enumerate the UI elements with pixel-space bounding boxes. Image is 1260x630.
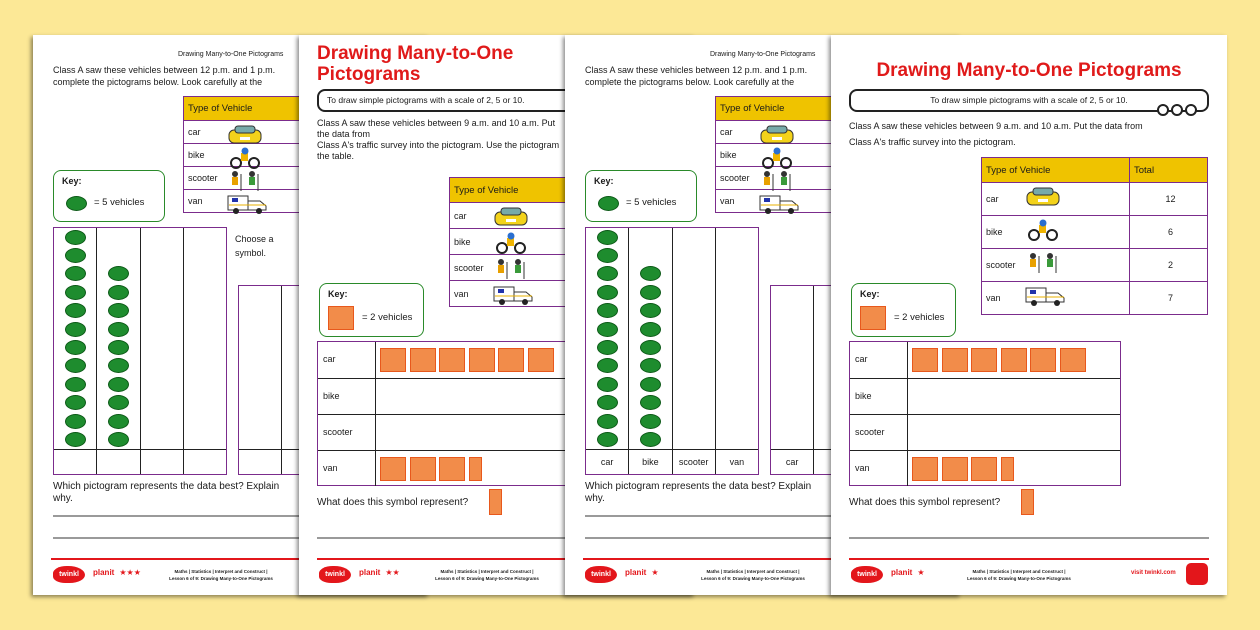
row-label: car: [318, 342, 376, 378]
total-cell: 6: [1130, 216, 1208, 249]
key-value: = 5 vehicles: [626, 197, 677, 208]
pictogram-column: [771, 286, 814, 474]
circle-symbol: [640, 322, 661, 337]
column-label: [239, 449, 281, 474]
twinkl-logo[interactable]: twinkl: [585, 566, 617, 583]
circle-symbol: [640, 266, 661, 281]
header-type-of-vehicle: Type of Vehicle: [450, 178, 598, 203]
pictogram-row: [318, 342, 588, 378]
column-label: [141, 449, 183, 474]
question-text: What does this symbol represent?: [317, 497, 469, 508]
circle-symbol: [640, 340, 661, 355]
circle-symbol: [597, 322, 618, 337]
circle-symbol: [65, 358, 86, 373]
scooter-icon: [1024, 252, 1062, 276]
pictogram-column: [716, 228, 758, 474]
header-total: Total: [1130, 158, 1208, 183]
page-header-title: Drawing Many-to-One Pictograms: [178, 51, 284, 58]
row-label: scooter: [850, 415, 908, 450]
circle-symbol: [65, 322, 86, 337]
pictogram-row: [850, 378, 1120, 414]
circle-symbol: [108, 322, 129, 337]
car-icon: [492, 206, 530, 230]
vehicle-label: van: [986, 293, 1001, 303]
square-symbol: [498, 348, 524, 372]
key-square-symbol: [328, 306, 354, 330]
circle-symbol: [597, 358, 618, 373]
table-row: [982, 216, 1208, 249]
key-box: [585, 170, 697, 222]
key-square-symbol: [860, 306, 886, 330]
circle-symbol: [640, 358, 661, 373]
intro-line: the table.: [317, 151, 355, 161]
bike-icon: [1024, 219, 1062, 243]
footer-lesson-info: [949, 568, 1089, 582]
choose-line: symbol.: [235, 248, 267, 258]
circle-symbol: [640, 395, 661, 410]
square-symbol: [469, 348, 495, 372]
vehicle-label: car: [188, 127, 201, 137]
circle-symbol: [597, 230, 618, 245]
objective-circle-icon: [1157, 104, 1169, 116]
total-cell: 7: [1130, 282, 1208, 315]
intro-line: complete the pictograms below. Look carefully at the: [53, 77, 263, 87]
square-symbol: [380, 457, 406, 481]
pictogram-row: [850, 414, 1120, 450]
intro-line: Class A's traffic survey into the pictogram. Use the pictogram: [317, 140, 560, 150]
pictogram-row: [318, 450, 588, 486]
square-symbol: [912, 348, 938, 372]
intro-text: [585, 64, 829, 88]
key-circle-symbol: [598, 196, 619, 211]
circle-symbol: [640, 303, 661, 318]
page-header-title: Drawing Many-to-One Pictograms: [710, 51, 816, 58]
circle-symbol: [108, 377, 129, 392]
key-box: [851, 283, 956, 337]
planit-label: [891, 568, 925, 577]
objective-circle-icon: [1171, 104, 1183, 116]
circle-symbol: [65, 266, 86, 281]
square-symbol: [1001, 348, 1027, 372]
circle-symbol: [597, 414, 618, 429]
column-label: car: [586, 449, 628, 474]
worksheet-page[interactable]: [831, 35, 1227, 595]
pictogram-column: [97, 228, 140, 474]
key-circle-symbol: [66, 196, 87, 211]
pictogram-column: [184, 228, 226, 474]
circle-symbol: [108, 340, 129, 355]
vehicle-cell: [982, 282, 1130, 315]
square-symbol: [912, 457, 938, 481]
circle-symbol: [108, 266, 129, 281]
square-symbol: [410, 348, 436, 372]
intro-line: Class A saw these vehicles between 12 p.m. and 1 p.m.: [585, 65, 808, 75]
difficulty-stars: ★★: [385, 568, 400, 577]
vehicle-label: van: [454, 288, 469, 299]
circle-symbol: [597, 303, 618, 318]
van-icon: [1024, 285, 1068, 309]
vehicle-label: car: [454, 210, 467, 221]
vehicle-label: scooter: [986, 260, 1016, 270]
circle-symbol: [65, 377, 86, 392]
column-label: [97, 449, 139, 474]
row-label: van: [850, 451, 908, 486]
choose-symbol-note: [235, 232, 274, 260]
pictogram-column: [141, 228, 184, 474]
planit-label: [93, 568, 141, 577]
key-label: Key:: [860, 289, 880, 299]
circle-symbol: [65, 303, 86, 318]
scooter-icon: [492, 258, 530, 282]
table-row: [982, 249, 1208, 282]
total-cell: 2: [1130, 249, 1208, 282]
intro-text: [53, 64, 297, 88]
planit-label: [359, 568, 400, 577]
footer-line-2: Lesson 6 of 9: Drawing Many-to-One Pictograms: [169, 576, 273, 581]
square-symbol: [942, 457, 968, 481]
difficulty-stars: ★★★: [119, 568, 141, 577]
key-label: Key:: [328, 289, 348, 299]
circle-symbol: [597, 248, 618, 263]
circle-symbol: [65, 248, 86, 263]
pictogram-row: [850, 450, 1120, 486]
table-header-row: [982, 158, 1208, 183]
header-type-of-vehicle: Type of Vehicle: [716, 97, 864, 121]
column-label: car: [771, 449, 813, 474]
row-label: van: [318, 451, 376, 486]
twinkl-logo[interactable]: twinkl: [319, 566, 351, 583]
footer-line-2: Lesson 6 of 9: Drawing Many-to-One Pictograms: [701, 576, 805, 581]
circle-symbol: [108, 285, 129, 300]
pictogram-column: [586, 228, 629, 474]
pictogram-column: [629, 228, 672, 474]
vehicle-table: [981, 157, 1208, 315]
planit-text: planit: [891, 568, 913, 577]
difficulty-stars: ★: [917, 568, 925, 577]
circle-symbol: [640, 414, 661, 429]
page-title: Drawing Many-to-One Pictograms: [876, 60, 1182, 81]
header-type-of-vehicle: Type of Vehicle: [982, 158, 1130, 183]
intro-line: Class A saw these vehicles between 12 p.m. and 1 p.m.: [53, 65, 276, 75]
vehicle-cell: [982, 183, 1130, 216]
twinkl-logo[interactable]: twinkl: [851, 566, 883, 583]
intro-line: complete the pictograms below. Look carefully at the: [585, 77, 795, 87]
table-row: [982, 183, 1208, 216]
vehicle-label: scooter: [188, 173, 218, 183]
column-label: bike: [629, 449, 671, 474]
circle-symbol: [65, 414, 86, 429]
circle-symbol: [108, 395, 129, 410]
objective-circle-icon: [1185, 104, 1197, 116]
circle-symbol: [597, 377, 618, 392]
footer-line-1: Maths | Statistics | Interpret and Construct |: [706, 569, 800, 574]
key-box: [53, 170, 165, 222]
vehicle-label: van: [720, 196, 735, 206]
square-symbol: [971, 457, 997, 481]
half-square-symbol: [469, 457, 482, 481]
footer-divider: [849, 558, 1209, 560]
row-label: bike: [318, 379, 376, 414]
circle-symbol: [65, 432, 86, 447]
pictogram-row: [850, 342, 1120, 378]
vehicle-cell: [982, 249, 1130, 282]
pictogram-column: [239, 286, 282, 474]
circle-symbol: [108, 358, 129, 373]
key-value: = 5 vehicles: [94, 197, 145, 208]
pictogram-row: [318, 414, 588, 450]
table-row: [982, 282, 1208, 315]
key-box: [319, 283, 424, 337]
objective-text: To draw simple pictograms with a scale of 2, 5 or 10.: [327, 95, 525, 105]
pictogram-column: [54, 228, 97, 474]
header-type-of-vehicle: Type of Vehicle: [184, 97, 332, 121]
objective-box: [849, 89, 1209, 112]
circle-symbol: [108, 432, 129, 447]
column-label: [54, 449, 96, 474]
intro-line: Class A saw these vehicles between 9 a.m. and 10 a.m. Put the data from: [849, 121, 1143, 131]
pictogram-table: [317, 341, 589, 486]
square-symbol: [439, 348, 465, 372]
answer-line[interactable]: [849, 537, 1209, 539]
circle-symbol: [65, 395, 86, 410]
intro-line: Class A saw these vehicles between 9 a.m. and 10 a.m. Put the data from: [317, 118, 556, 139]
circle-symbol: [65, 340, 86, 355]
key-value: = 2 vehicles: [894, 312, 945, 323]
planit-label: [625, 568, 659, 577]
question-text: What does this symbol represent?: [849, 497, 1001, 508]
circle-symbol: [597, 285, 618, 300]
planit-text: planit: [93, 568, 115, 577]
circle-symbol: [640, 377, 661, 392]
circle-symbol: [640, 432, 661, 447]
half-square-symbol: [1001, 457, 1014, 481]
page-title: Drawing Many-to-One Pictograms: [317, 43, 514, 85]
vehicle-label: van: [188, 196, 203, 206]
planit-text: planit: [359, 568, 381, 577]
intro-line: Class A's traffic survey into the pictogram.: [849, 137, 1016, 147]
intro-text: [849, 118, 1219, 150]
vehicle-label: scooter: [720, 173, 750, 183]
footer-lesson-info: [417, 568, 557, 582]
circle-symbol: [108, 303, 129, 318]
circle-symbol: [597, 266, 618, 281]
question-text: Which pictogram represents the data best? Explain why.: [53, 481, 280, 504]
footer-line-2: Lesson 6 of 9: Drawing Many-to-One Pictograms: [967, 576, 1071, 581]
half-square-symbol: [489, 489, 502, 515]
vehicle-cell: [982, 216, 1130, 249]
circle-symbol: [640, 285, 661, 300]
footer-lesson-info: [683, 568, 823, 582]
footer-line-1: Maths | Statistics | Interpret and Construct |: [972, 569, 1066, 574]
square-symbol: [1030, 348, 1056, 372]
objective-text: To draw simple pictograms with a scale of 2, 5 or 10.: [930, 95, 1128, 105]
vehicle-label: bike: [986, 227, 1003, 237]
pictogram-column: [673, 228, 716, 474]
square-symbol: [528, 348, 554, 372]
van-icon: [492, 284, 536, 308]
circle-symbol: [597, 340, 618, 355]
footer-line-2: Lesson 6 of 9: Drawing Many-to-One Pictograms: [435, 576, 539, 581]
row-label: car: [850, 342, 908, 378]
site-link[interactable]: visit twinkl.com: [1131, 570, 1176, 576]
car-icon: [1024, 186, 1062, 210]
square-symbol: [971, 348, 997, 372]
intro-text: [317, 118, 563, 162]
column-label: van: [716, 449, 758, 474]
vehicle-label: scooter: [454, 262, 484, 273]
van-icon: [226, 193, 270, 217]
total-cell: 12: [1130, 183, 1208, 216]
pictogram-table: [849, 341, 1121, 486]
difficulty-stars: ★: [651, 568, 659, 577]
footer-line-1: Maths | Statistics | Interpret and Construct |: [174, 569, 268, 574]
question-text: Which pictogram represents the data best? Explain why.: [585, 481, 812, 504]
footer-line-1: Maths | Statistics | Interpret and Construct |: [440, 569, 534, 574]
square-symbol: [380, 348, 406, 372]
van-icon: [758, 193, 802, 217]
row-label: bike: [850, 379, 908, 414]
pictogram-grid-1: [53, 227, 227, 475]
circle-symbol: [597, 432, 618, 447]
pictogram-grid-1: [585, 227, 759, 475]
vehicle-label: car: [986, 194, 999, 204]
square-symbol: [410, 457, 436, 481]
choose-line: Choose a: [235, 234, 274, 244]
twinkl-logo[interactable]: twinkl: [53, 566, 85, 583]
vehicle-label: car: [720, 127, 733, 137]
circle-symbol: [108, 414, 129, 429]
vehicle-label: bike: [454, 236, 471, 247]
vehicle-label: bike: [720, 150, 737, 160]
circle-symbol: [65, 285, 86, 300]
square-symbol: [439, 457, 465, 481]
vehicle-label: bike: [188, 150, 205, 160]
bike-icon: [492, 232, 530, 256]
circle-symbol: [597, 395, 618, 410]
planit-text: planit: [625, 568, 647, 577]
half-square-symbol: [1021, 489, 1034, 515]
twinkl-badge: [1186, 563, 1208, 585]
key-label: Key:: [62, 176, 82, 186]
circle-symbol: [65, 230, 86, 245]
footer-lesson-info: [151, 568, 291, 582]
column-label: [184, 449, 226, 474]
square-symbol: [942, 348, 968, 372]
key-value: = 2 vehicles: [362, 312, 413, 323]
row-label: scooter: [318, 415, 376, 450]
square-symbol: [1060, 348, 1086, 372]
column-label: scooter: [673, 449, 715, 474]
pictogram-row: [318, 378, 588, 414]
key-label: Key:: [594, 176, 614, 186]
